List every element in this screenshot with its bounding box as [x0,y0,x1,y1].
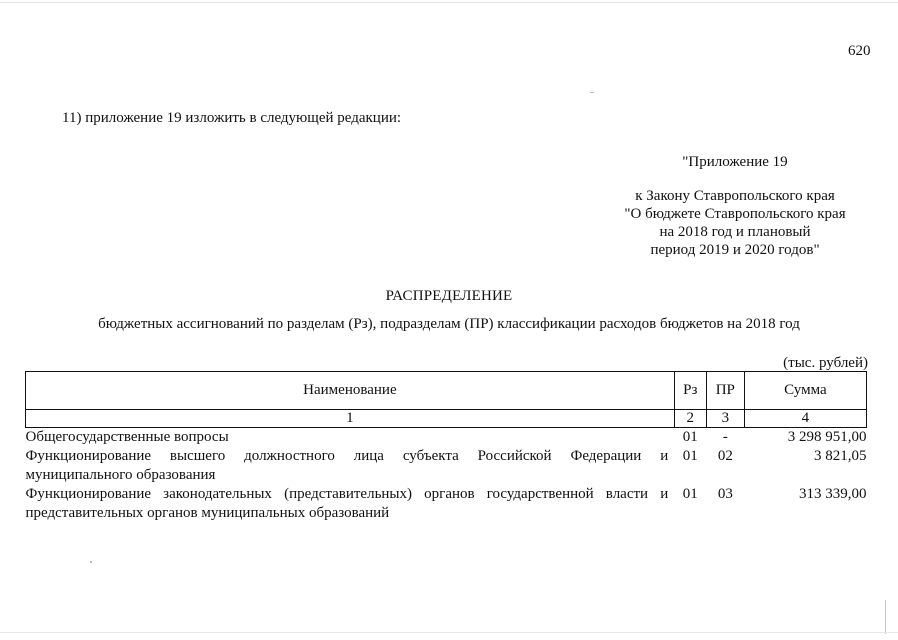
appendix-line: "О бюджете Ставропольского края [624,206,846,222]
column-number: 1 [26,410,675,428]
scan-speck [590,92,594,93]
page-number: 620 [848,43,871,59]
units-label: (тыс. рублей) [783,355,868,371]
row-name: Функционирование высшего должностного лица субъекта Российской Федерации и муниципального образования [25,448,669,483]
scan-bottom-edge [0,632,898,633]
column-number-row [26,410,867,428]
intro-text: 11) приложение 19 изложить в следующей редакции: [62,110,402,126]
row-pr: 02 [717,448,733,464]
scan-speck [90,561,92,563]
column-number: 3 [706,410,744,428]
header-name: Наименование [26,372,675,410]
appendix-line: на 2018 год и плановый [659,224,811,240]
table-row [26,447,867,485]
row-rz: 01 [682,486,698,502]
header-rz: Рз [674,372,706,410]
row-rz: 01 [682,448,698,464]
row-name: Функционирование законодательных (представительных) органов государственной власти и представительных органов муниципальных образований [25,486,669,521]
appendix-header [560,153,898,259]
row-pr: 03 [717,486,733,502]
column-number: 2 [674,410,706,428]
document-subheading: бюджетных ассигнований по разделам (Рз), подразделам (ПР) классификации расходов бюджетов на 2018 год [98,316,800,332]
table-row [26,485,867,523]
header-pr: ПР [706,372,744,410]
row-rz: 01 [682,429,698,445]
appendix-line: период 2019 и 2020 годов" [650,242,820,258]
scan-right-edge [885,600,886,634]
row-sum: 3 298 951,00 [787,429,867,445]
row-name: Общегосударственные вопросы [25,429,229,445]
scan-top-edge [0,2,898,3]
appendix-title: "Приложение 19 [682,154,788,170]
row-pr: - [722,429,728,445]
appendix-line: к Закону Ставропольского края [635,188,835,204]
row-sum: 3 821,05 [814,448,867,464]
table-row [26,428,867,448]
table-header-row [26,372,867,410]
row-sum: 313 339,00 [799,486,867,502]
header-sum: Сумма [744,372,866,410]
budget-table [25,371,867,523]
document-heading: РАСПРЕДЕЛЕНИЕ [385,288,513,304]
column-number: 4 [744,410,866,428]
